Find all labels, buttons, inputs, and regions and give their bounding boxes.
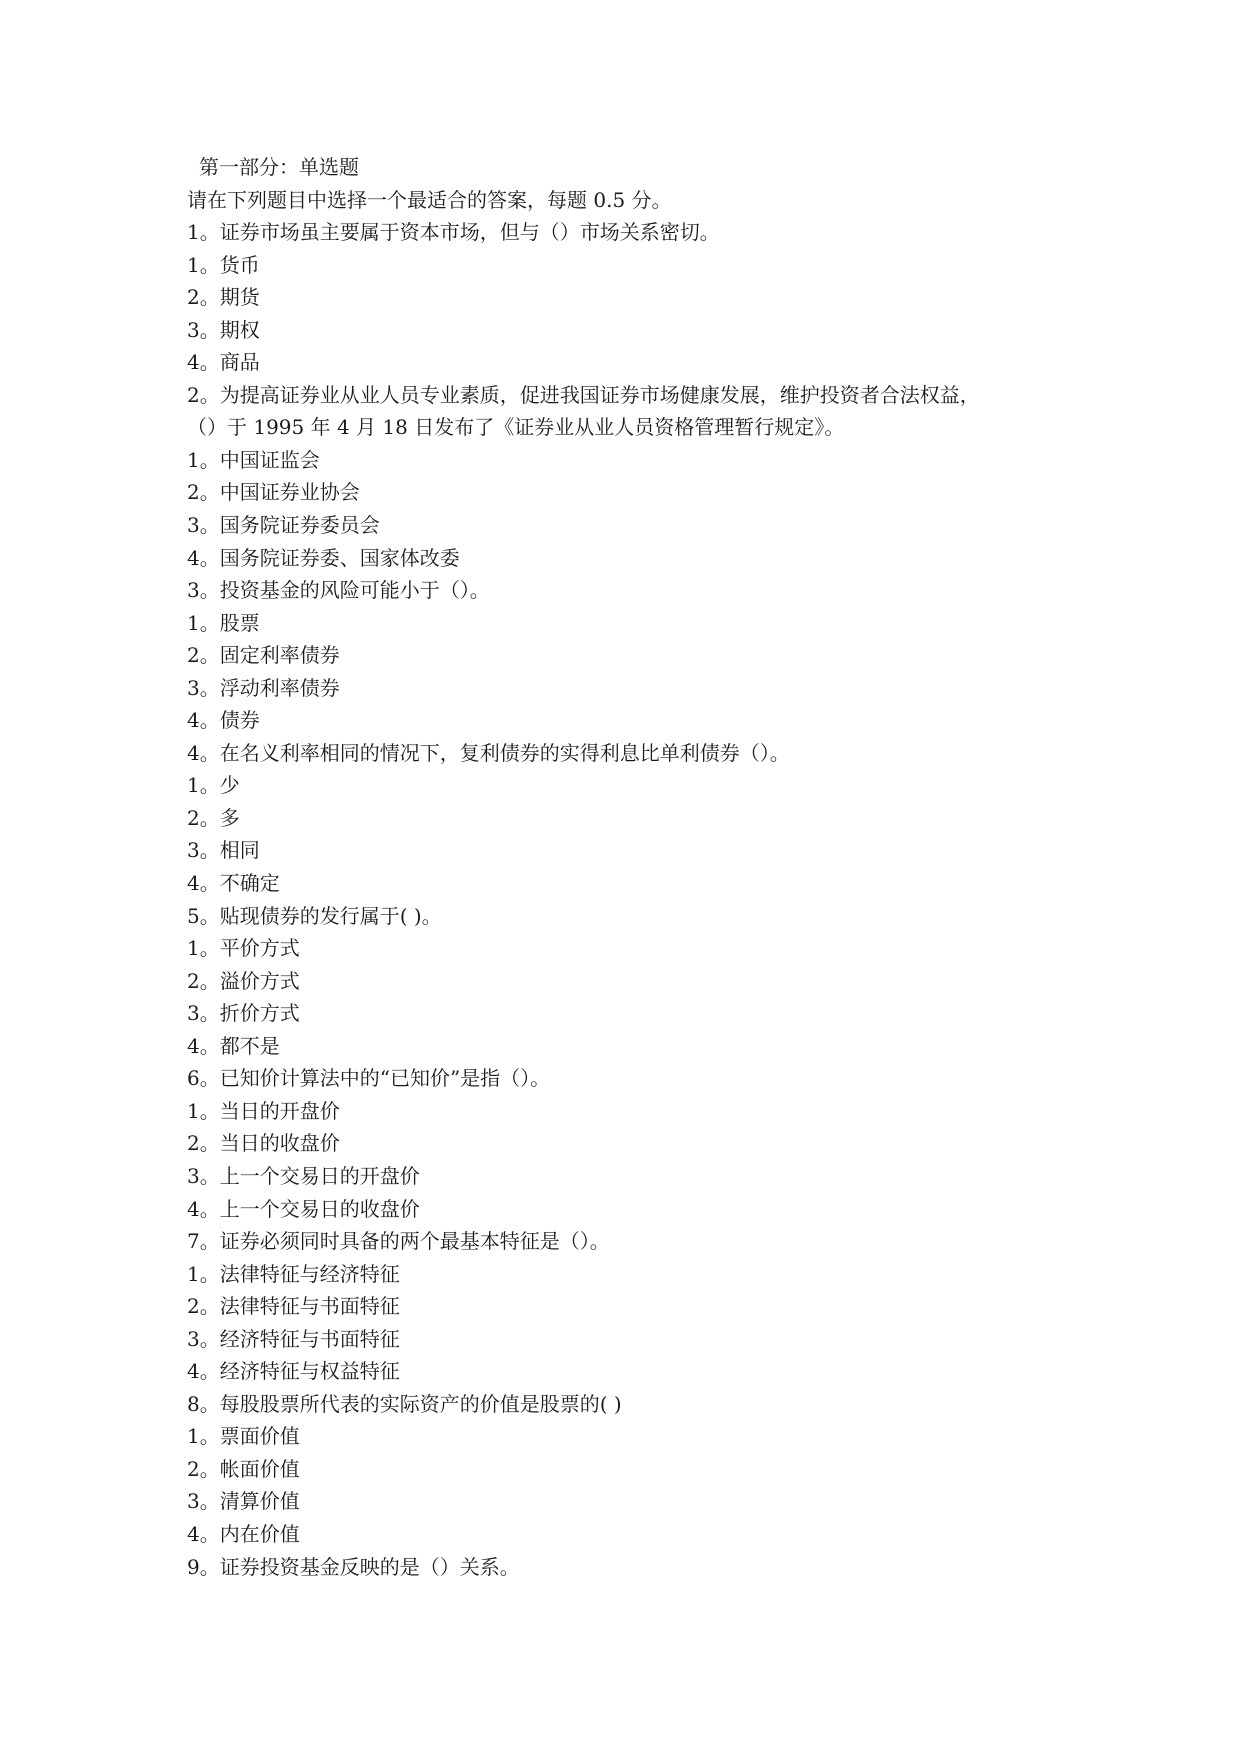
option: 1。法律特征与经济特征 xyxy=(187,1261,400,1286)
option: 4。上一个交易日的收盘价 xyxy=(187,1196,420,1221)
option: 4。国务院证券委、国家体改委 xyxy=(187,545,460,570)
instructions: 请在下列题目中选择一个最适合的答案，每题 0.5 分。 xyxy=(187,187,672,212)
option: 3。折价方式 xyxy=(187,1001,300,1026)
option: 2。溢价方式 xyxy=(187,968,300,993)
option: 2。期货 xyxy=(187,285,260,310)
question-text: 4。在名义利率相同的情况下，复利债券的实得利息比单利债券（）。 xyxy=(187,740,790,765)
option: 1。货币 xyxy=(187,252,260,277)
question-text: 8。每股股票所代表的实际资产的价值是股票的( ) xyxy=(187,1391,622,1416)
option: 1。少 xyxy=(187,773,240,798)
question-text: 7。证券必须同时具备的两个最基本特征是（）。 xyxy=(187,1229,610,1254)
question-text: 3。投资基金的风险可能小于（）。 xyxy=(187,578,490,603)
question-text: 1。证券市场虽主要属于资本市场，但与（）市场关系密切。 xyxy=(187,220,720,245)
option: 2。当日的收盘价 xyxy=(187,1131,340,1156)
option: 2。帐面价值 xyxy=(187,1456,300,1481)
option: 3。国务院证券委员会 xyxy=(187,513,380,538)
option: 3。清算价值 xyxy=(187,1489,300,1514)
question-text-continued: （）于 1995 年 4 月 18 日发布了《证券业从业人员资格管理暂行规定》。 xyxy=(187,415,845,440)
option: 2。多 xyxy=(187,805,240,830)
option: 1。当日的开盘价 xyxy=(187,1098,340,1123)
option: 3。浮动利率债券 xyxy=(187,675,340,700)
document-body xyxy=(187,151,1067,1583)
option: 3。经济特征与书面特征 xyxy=(187,1326,400,1351)
question-text: 9。证券投资基金反映的是（）关系。 xyxy=(187,1554,520,1579)
option: 3。上一个交易日的开盘价 xyxy=(187,1163,420,1188)
option: 3。相同 xyxy=(187,838,260,863)
option: 1。票面价值 xyxy=(187,1424,300,1449)
option: 1。中国证监会 xyxy=(187,447,320,472)
question-text: 5。贴现债券的发行属于( )。 xyxy=(187,903,442,928)
section-title: 第一部分：单选题 xyxy=(199,155,359,179)
option: 1。股票 xyxy=(187,610,260,635)
question-text: 6。已知价计算法中的“已知价”是指（）。 xyxy=(187,1066,551,1091)
question-text: 2。为提高证券业从业人员专业素质，促进我国证券市场健康发展，维护投资者合法权益， xyxy=(187,382,980,407)
option: 4。经济特征与权益特征 xyxy=(187,1359,400,1384)
option: 4。商品 xyxy=(187,350,260,375)
option: 4。债券 xyxy=(187,708,260,733)
option: 2。法律特征与书面特征 xyxy=(187,1294,400,1319)
option: 4。不确定 xyxy=(187,871,280,896)
option: 4。内在价值 xyxy=(187,1521,300,1546)
option: 3。期权 xyxy=(187,317,260,342)
option: 2。中国证券业协会 xyxy=(187,480,360,505)
option: 4。都不是 xyxy=(187,1033,280,1058)
option: 2。固定利率债券 xyxy=(187,643,340,668)
option: 1。平价方式 xyxy=(187,936,300,961)
